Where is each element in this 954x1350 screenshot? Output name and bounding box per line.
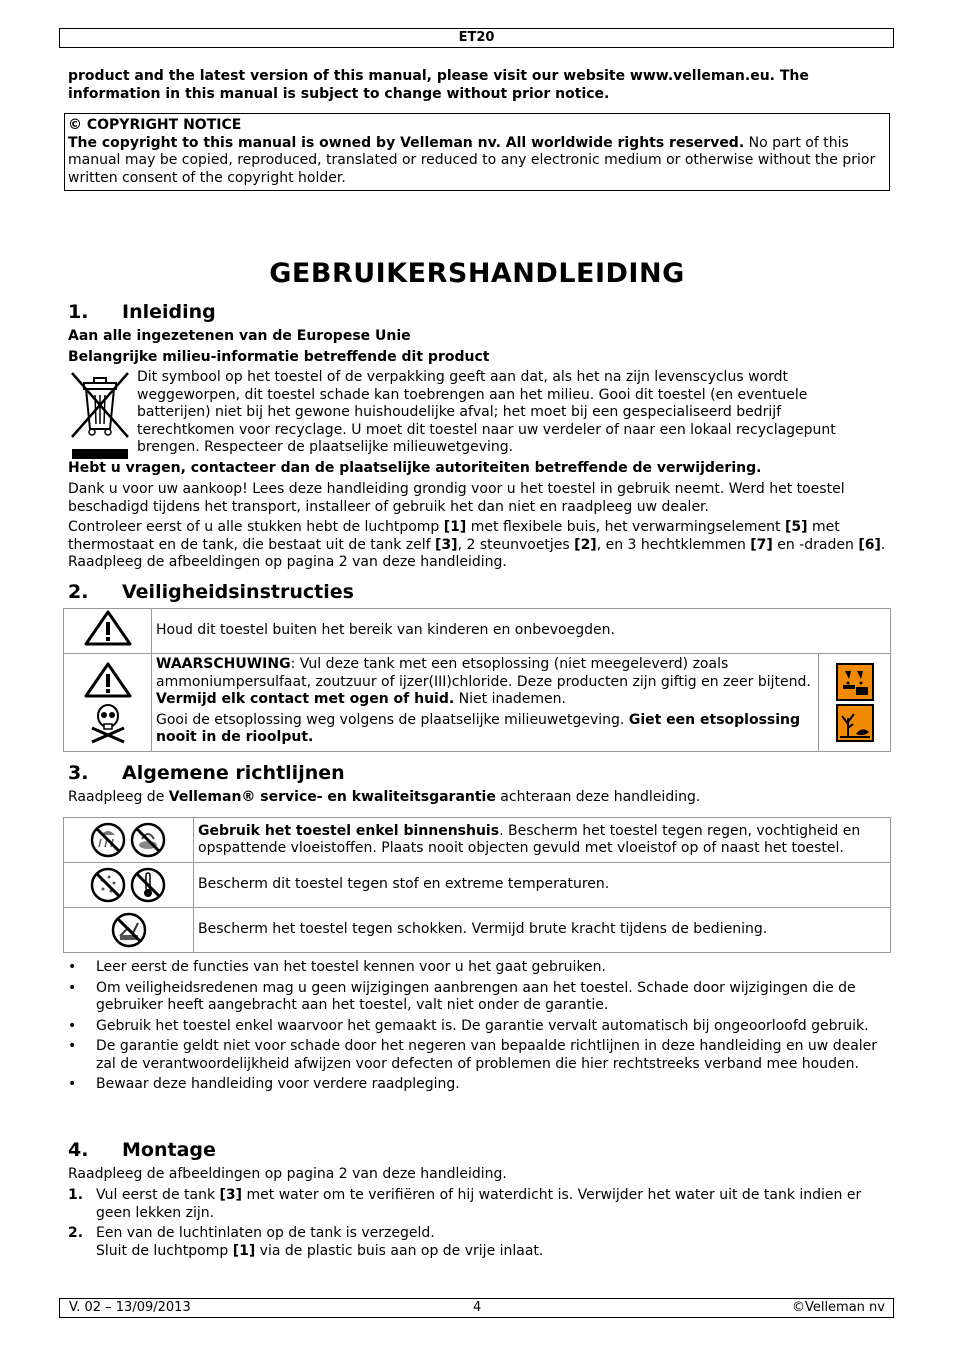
copyright-title: © COPYRIGHT NOTICE	[68, 117, 242, 133]
step-number: 2.	[68, 1225, 84, 1241]
txt: via de plastic buis aan op de vrije inlaat.	[255, 1242, 544, 1259]
corrosive-icon	[836, 663, 874, 701]
warning-icon-cell	[64, 609, 152, 654]
txt: met water om te verifiëren of hij waterdicht is. Verwijder het water uit de tank indien er geen lekken zijn.	[96, 1187, 862, 1221]
montage-intro: Raadpleeg de afbeeldingen op pagina 2 van deze handleiding.	[68, 1166, 507, 1182]
txt-bold: Velleman® service- en kwaliteitsgarantie	[168, 789, 496, 805]
copyright-box	[64, 113, 890, 191]
thanks-paragraph: Dank u voor uw aankoop! Lees deze handleiding grondig voor u het toestel in gebruik neemt. Werd het toestel beschadigd tijdens het transport, installeer of gebruik het dan niet en raadpleeg uw dealer.	[68, 481, 845, 515]
ref: [6]	[858, 536, 881, 553]
txt: met flexibele buis, het verwarmingselement	[466, 519, 785, 535]
ref: [1]	[443, 519, 467, 535]
intro-text: product and the latest version of this manual, please visit our website www.velleman.eu. The information in this manual is subject to change without prior notice.	[68, 68, 809, 102]
disposal-question: Hebt u vragen, contacteer dan de plaatselijke autoriteiten betreffende de verwijdering.	[68, 460, 762, 476]
txt: , en 3 hechtklemmen	[596, 536, 751, 553]
txt: . Raadpleeg de afbeeldingen op pagina 2 van deze handleiding.	[68, 536, 886, 570]
section-title: Inleiding	[122, 301, 216, 323]
step-number: 1.	[68, 1187, 84, 1203]
txt-bold: Gebruik het toestel enkel binnenshuis	[198, 822, 500, 839]
hazard-icon-cell	[64, 654, 152, 752]
list-item: • Om veiligheidsredenen mag u geen wijzigingen aanbrengen aan het toestel. Schade door wijzigingen die de gebruiker heeft aangebracht aan het toestel, valt niet onder de garantie.	[68, 980, 888, 1015]
ref: [1]	[232, 1242, 256, 1259]
no-rain-icon	[89, 821, 169, 859]
list-item	[68, 1187, 888, 1222]
list-item: • Bewaar deze handleiding voor verdere raadpleging.	[68, 1076, 888, 1094]
model-name: ET20	[458, 30, 495, 45]
env-info-heading: Belangrijke milieu-informatie betreffende dit product	[68, 349, 490, 365]
txt: achteraan deze handleiding.	[495, 789, 701, 805]
section-title: Veiligheidsinstructies	[122, 581, 354, 603]
environmental-hazard-icon	[836, 704, 874, 742]
page-header	[59, 28, 894, 48]
section-4-heading	[68, 1139, 216, 1161]
section-3-heading	[68, 762, 345, 784]
disposal-paragraph	[156, 712, 814, 747]
txt: : Vul deze tank met een etsoplossing (niet meegeleverd) zoals ammoniumpersulfaat, zoutzuur of ijzer(III)chloride. Deze producten zijn giftig en zeer bijtend.	[156, 656, 811, 690]
ref: [7]	[750, 536, 773, 553]
contents-paragraph	[68, 519, 888, 572]
txt: met thermostaat en de tank, die bestaat uit de tank zelf	[68, 519, 840, 553]
ref: [2]	[574, 536, 597, 553]
txt: . Bescherm het toestel tegen regen, vochtigheid en opspattende vloeistoffen. Plaats nooit objecten gevuld met vloeistof op of naast het toestel.	[198, 822, 861, 856]
warning-paragraph	[156, 656, 814, 709]
txt: en -draden	[772, 536, 859, 553]
eu-residents-heading: Aan alle ingezetenen van de Europese Unie	[68, 328, 411, 344]
ref: [3]	[435, 536, 458, 553]
section-1-heading	[68, 301, 216, 323]
warning-label: WAARSCHUWING	[156, 656, 291, 672]
montage-steps	[68, 1187, 888, 1263]
section-number: 2.	[68, 581, 89, 603]
copyright-bold: The copyright to this manual is owned by Velleman nv. All worldwide rights reserved.	[68, 134, 745, 151]
safety-table	[63, 608, 891, 752]
etching-warning	[152, 654, 819, 752]
txt-bold: Giet een etsoplossing nooit in de rioolput.	[156, 711, 801, 745]
txt: Raadpleeg de	[68, 789, 169, 805]
skull-crossbones-icon	[88, 702, 128, 744]
weee-bin-icon	[68, 369, 132, 461]
weee-text: Dit symbool op het toestel of de verpakking geeft aan dat, als het na zijn levenscyclus wordt weggeworpen, dit toestel schade kan toebrengen aan het milieu. Gooi dit toestel (en eventuele batterijen) niet bij het gewone huishoudelijke afval; het moet bij een gespecialiseerd bedrijf terechtkomen voor recyclage. U moet dit toestel naar uw verdeler of naar een lokaal recyclagepunt brengen. Respecteer de plaatselijke milieuwetgeving.	[137, 369, 836, 455]
version-label: V. 02 – 13/09/2013	[69, 1300, 191, 1315]
page-title: GEBRUIKERSHANDLEIDING	[269, 258, 685, 289]
txt: Sluit de luchtpomp	[96, 1242, 233, 1259]
shock-icon-cell	[64, 908, 194, 953]
section-title: Algemene richtlijnen	[122, 762, 345, 784]
txt: Gooi de etsoplossing weg volgens de plaatselijke milieuwetgeving.	[156, 711, 629, 728]
no-dust-icon	[89, 866, 169, 904]
list-item: • Leer eerst de functies van het toestel kennen voor u het gaat gebruiken.	[68, 959, 888, 977]
copyright-text	[68, 135, 886, 188]
shock-guideline: Bescherm het toestel tegen schokken. Vermijd brute kracht tijdens de bediening.	[194, 908, 891, 953]
txt: Een van de luchtinlaten op de tank is verzegeld.	[96, 1225, 435, 1241]
txt: Controleer eerst of u alle stukken hebt de luchtpomp	[68, 519, 444, 535]
txt: Vul eerst de tank	[96, 1187, 220, 1203]
children-warning: Houd dit toestel buiten het bereik van kinderen en onbevoegden.	[152, 609, 891, 654]
page-footer	[59, 1298, 894, 1318]
txt-bold: Vermijd elk contact met ogen of huid.	[156, 691, 455, 707]
warning-triangle-icon	[84, 662, 132, 698]
txt: , 2 steunvoetjes	[457, 536, 575, 553]
ref: [5]	[785, 519, 808, 535]
guarantee-reference	[68, 789, 888, 807]
ref: [3]	[219, 1187, 243, 1203]
section-title: Montage	[122, 1139, 216, 1161]
txt: Niet inademen.	[454, 691, 566, 707]
no-shock-icon	[110, 911, 148, 949]
copyright-rest: No part of this manual may be copied, reproduced, translated or reduced to any electronic medium or otherwise without the prior written consent of the copyright holder.	[68, 134, 876, 186]
list-item	[68, 1225, 888, 1260]
list-item: • Gebruik het toestel enkel waarvoor het gemaakt is. De garantie vervalt automatisch bij ongeoorloofd gebruik.	[68, 1018, 888, 1036]
dust-temp-guideline: Bescherm dit toestel tegen stof en extreme temperaturen.	[194, 863, 891, 908]
indoor-guideline	[194, 818, 891, 863]
section-number: 4.	[68, 1139, 89, 1161]
section-number: 3.	[68, 762, 89, 784]
dust-temp-icon-cell	[64, 863, 194, 908]
page-number: 4	[473, 1300, 482, 1315]
section-2-heading	[68, 581, 354, 603]
list-item: • De garantie geldt niet voor schade door het negeren van bepaalde richtlijnen in deze handleiding en uw dealer zal de verantwoordelijkheid afwijzen voor defecten of problemen die hier rechtstreeks verband mee houden.	[68, 1038, 888, 1073]
guidelines-table	[63, 817, 891, 953]
owner-label: ©Velleman nv	[791, 1300, 885, 1315]
warning-triangle-icon	[84, 610, 132, 646]
ghs-icon-cell	[819, 654, 891, 752]
guideline-bullets	[68, 959, 888, 1097]
indoor-icon-cell	[64, 818, 194, 863]
section-number: 1.	[68, 301, 89, 323]
